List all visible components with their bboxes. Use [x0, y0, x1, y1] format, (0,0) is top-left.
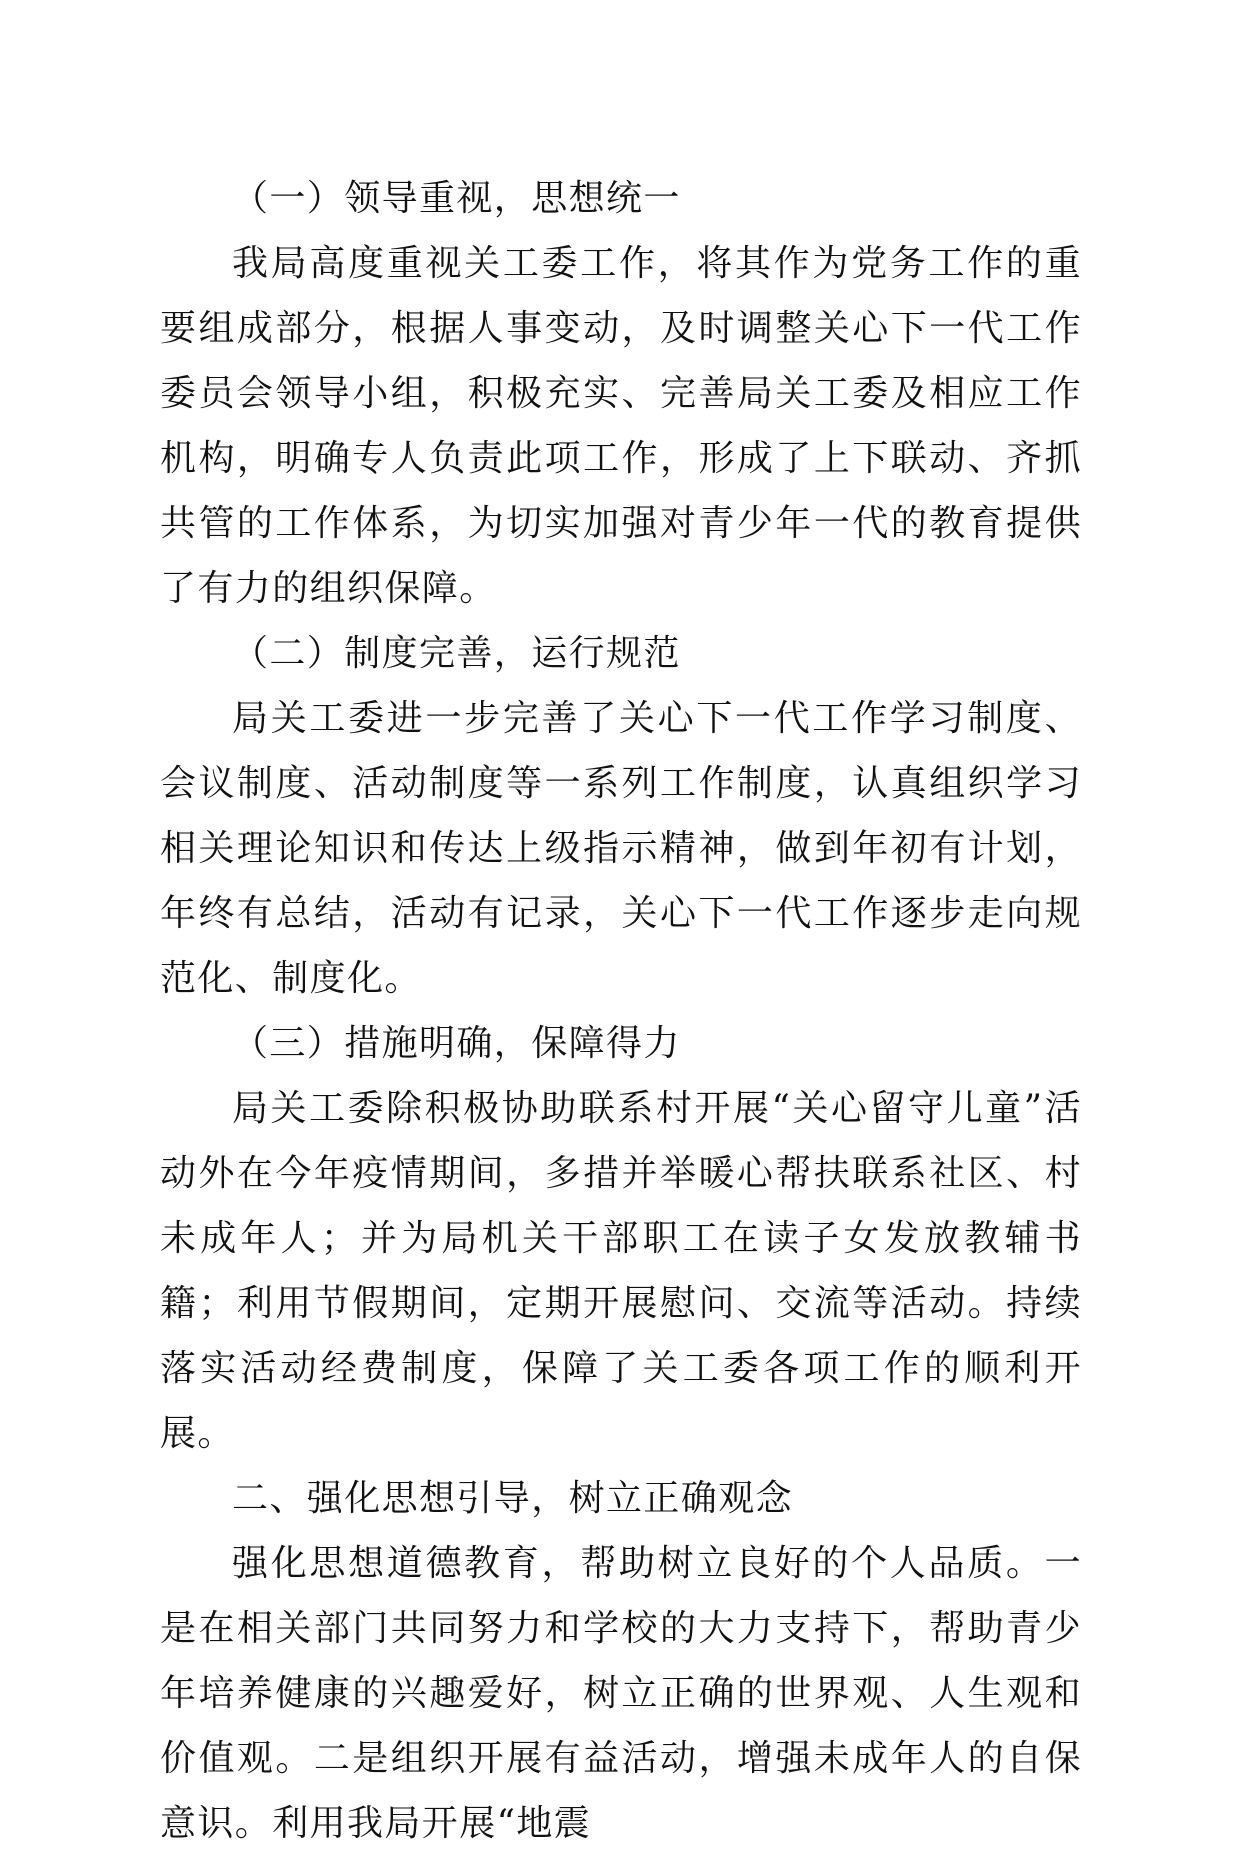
paragraph-4: 强化思想道德教育，帮助树立良好的个人品质。一是在相关部门共同努力和学校的大力支持下，帮助青少年培养健康的兴趣爱好，树立正确的世界观、人生观和价值观。二是组织开展有益活动，增强未成年人的自保意识。利用我局开展“地震	[160, 1543, 1082, 1844]
section-heading-3: （三）措施明确，保障得力	[232, 1023, 681, 1064]
section-heading-4: 二、强化思想引导，树立正确观念	[232, 1478, 794, 1519]
section-heading-1: （一）领导重视，思想统一	[232, 178, 681, 219]
document-body	[160, 166, 1082, 1856]
paragraph-3: 局关工委除积极协助联系村开展“关心留守儿童”活动外在今年疫情期间，多措并举暖心帮扶联系社区、村未成年人；并为局机关干部职工在读子女发放教辅书籍；利用节假期间，定期开展慰问、交流等活动。持续落实活动经费制度，保障了关工委各项工作的顺利开展。	[160, 1088, 1082, 1454]
paragraph-1: 我局高度重视关工委工作，将其作为党务工作的重要组成部分，根据人事变动，及时调整关心下一代工作委员会领导小组，积极充实、完善局关工委及相应工作机构，明确专人负责此项工作，形成了上下联动、齐抓共管的工作体系，为切实加强对青少年一代的教育提供了有力的组织保障。	[160, 243, 1082, 609]
paragraph-2: 局关工委进一步完善了关心下一代工作学习制度、会议制度、活动制度等一系列工作制度，认真组织学习相关理论知识和传达上级指示精神，做到年初有计划，年终有总结，活动有记录，关心下一代工作逐步走向规范化、制度化。	[160, 698, 1082, 999]
section-heading-2: （二）制度完善，运行规范	[232, 633, 681, 674]
